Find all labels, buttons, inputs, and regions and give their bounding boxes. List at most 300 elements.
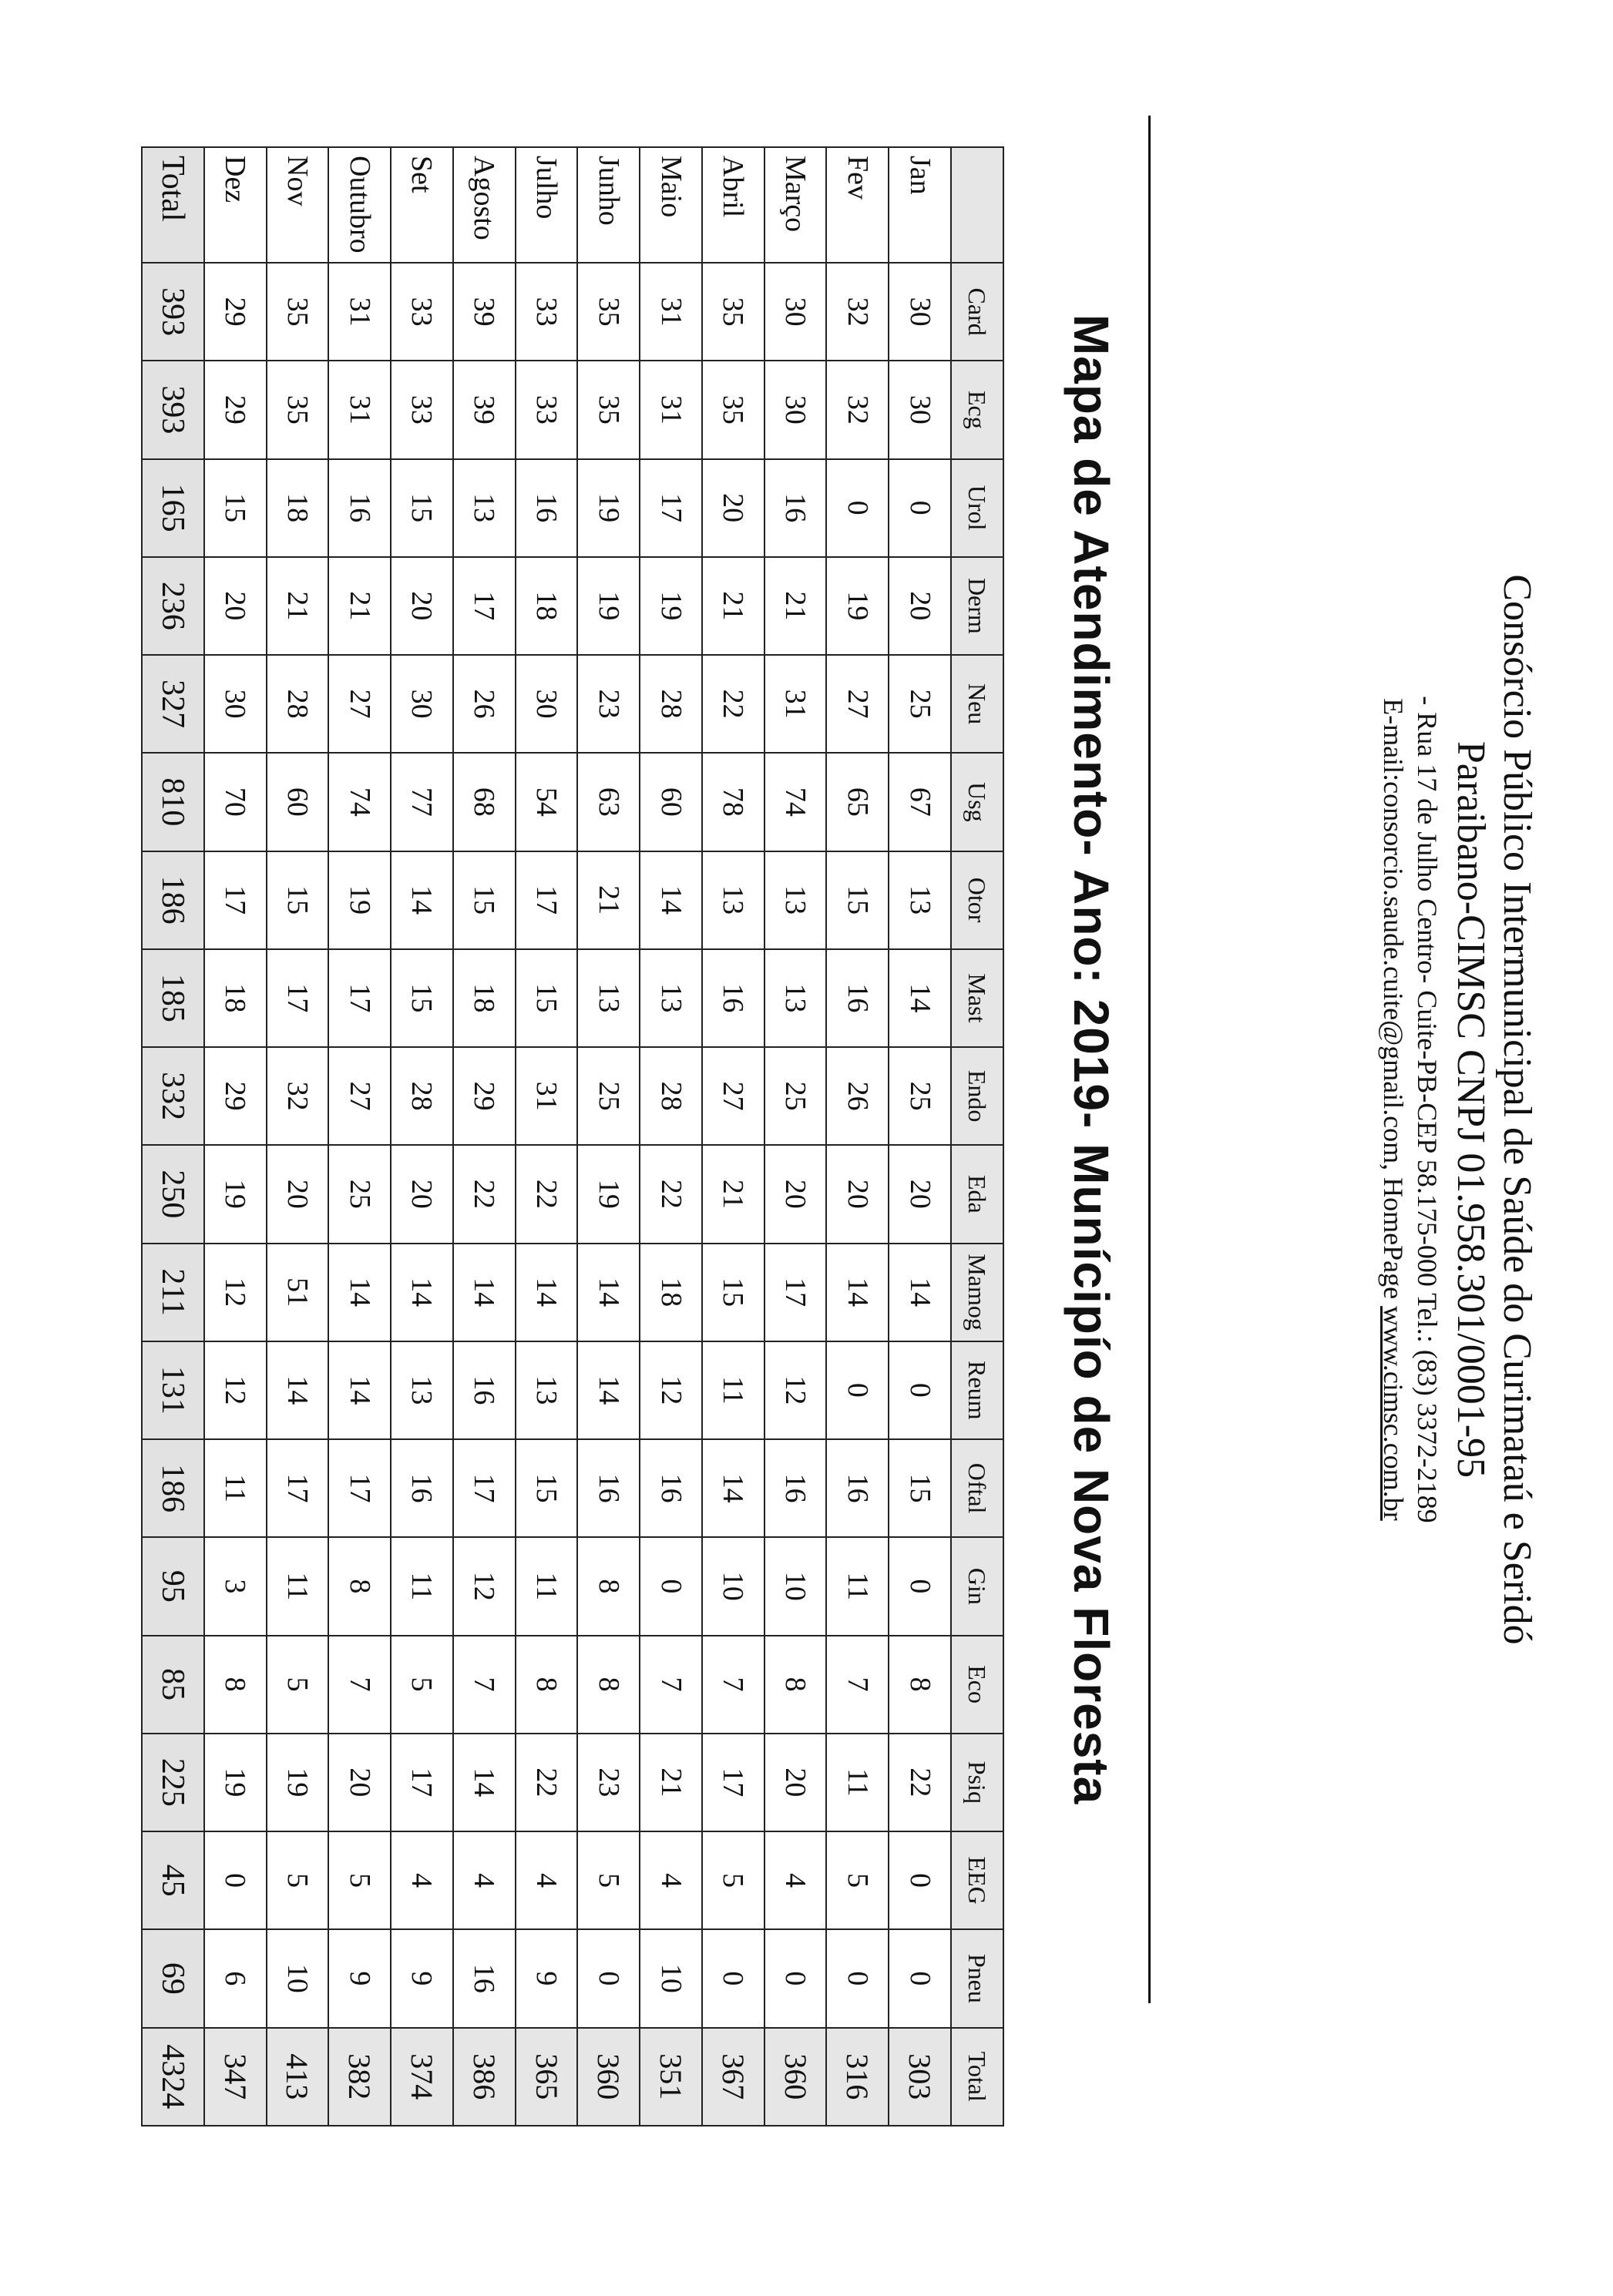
- table-cell: 810: [142, 753, 204, 851]
- table-cell: 65: [826, 753, 889, 851]
- column-header: Endo: [951, 1047, 1003, 1145]
- table-cell: 32: [826, 361, 889, 458]
- table-cell: 11: [267, 1537, 329, 1635]
- table-cell: 19: [577, 557, 640, 655]
- table-cell: 17: [204, 851, 267, 949]
- table-cell: 13: [764, 851, 827, 949]
- table-header-row: [951, 147, 1003, 2126]
- table-cell: 7: [826, 1636, 889, 1734]
- table-cell: 13: [516, 1341, 578, 1439]
- table-cell: 0: [764, 1929, 827, 2027]
- table-cell: 16: [764, 459, 827, 557]
- table-cell: 31: [328, 361, 391, 458]
- table-cell: 7: [702, 1636, 764, 1734]
- table-cell: 27: [328, 1047, 391, 1145]
- table-cell: 35: [267, 361, 329, 458]
- table-cell: 31: [328, 263, 391, 361]
- table-cell: 32: [826, 263, 889, 361]
- table-cell: 11: [826, 1537, 889, 1635]
- table-cell: 0: [889, 1831, 951, 1929]
- table-cell: 63: [577, 753, 640, 851]
- table-cell: 10: [702, 1537, 764, 1635]
- table-cell: 13: [764, 949, 827, 1047]
- table-cell: 186: [142, 1439, 204, 1537]
- table-cell: 35: [267, 263, 329, 361]
- table-cell: 11: [826, 1734, 889, 1831]
- column-header: Ecg: [951, 361, 1003, 458]
- table-cell: 17: [267, 949, 329, 1047]
- table-cell: 14: [516, 1244, 578, 1341]
- table-cell: 35: [577, 361, 640, 458]
- row-label: Outubro: [328, 147, 391, 263]
- table-cell: 16: [391, 1439, 453, 1537]
- table-cell: 18: [204, 949, 267, 1047]
- table-cell: 211: [142, 1244, 204, 1341]
- table-cell: 19: [328, 851, 391, 949]
- table-cell: 33: [391, 263, 453, 361]
- header-divider: [1148, 116, 1151, 2003]
- table-cell: 0: [577, 1929, 640, 2027]
- table-cell: 15: [516, 1439, 578, 1537]
- table-cell: 22: [516, 1145, 578, 1243]
- table-cell: 14: [577, 1341, 640, 1439]
- table-cell: 0: [640, 1537, 702, 1635]
- table-cell: 4: [764, 1831, 827, 1929]
- table-cell: 20: [328, 1734, 391, 1831]
- table-cell: 74: [764, 753, 827, 851]
- row-label: Fev: [826, 147, 889, 263]
- table-cell: 15: [391, 459, 453, 557]
- table-cell: 4: [453, 1831, 516, 1929]
- table-cell: 69: [142, 1929, 204, 2027]
- table-cell: 12: [640, 1341, 702, 1439]
- row-total-cell: 4324: [142, 2028, 204, 2126]
- table-cell: 51: [267, 1244, 329, 1341]
- table-cell: 19: [577, 1145, 640, 1243]
- column-header: Card: [951, 263, 1003, 361]
- table-cell: 5: [826, 1831, 889, 1929]
- table-body: [142, 147, 951, 2126]
- table-cell: 20: [391, 557, 453, 655]
- table-cell: 11: [391, 1537, 453, 1635]
- table-cell: 17: [328, 949, 391, 1047]
- table-cell: 15: [702, 1244, 764, 1341]
- table-cell: 8: [516, 1636, 578, 1734]
- column-header: Psiq: [951, 1734, 1003, 1831]
- table-cell: 17: [702, 1734, 764, 1831]
- table-cell: 20: [889, 557, 951, 655]
- table-cell: 25: [889, 1047, 951, 1145]
- table-cell: 21: [640, 1734, 702, 1831]
- table-row: [640, 147, 702, 2126]
- table-cell: 54: [516, 753, 578, 851]
- row-total-cell: 367: [702, 2028, 764, 2126]
- table-cell: 393: [142, 263, 204, 361]
- row-label: Agosto: [453, 147, 516, 263]
- table-cell: 22: [889, 1734, 951, 1831]
- table-cell: 25: [764, 1047, 827, 1145]
- table-row: [826, 147, 889, 2126]
- table-cell: 19: [267, 1734, 329, 1831]
- table-cell: 26: [826, 1047, 889, 1145]
- table-cell: 11: [204, 1439, 267, 1537]
- table-cell: 45: [142, 1831, 204, 1929]
- table-cell: 17: [453, 557, 516, 655]
- table-cell: 13: [640, 949, 702, 1047]
- table-cell: 3: [204, 1537, 267, 1635]
- table-cell: 9: [328, 1929, 391, 2027]
- table-cell: 14: [391, 851, 453, 949]
- table-cell: 5: [577, 1831, 640, 1929]
- row-total-cell: 303: [889, 2028, 951, 2126]
- table-cell: 95: [142, 1537, 204, 1635]
- table-cell: 70: [204, 753, 267, 851]
- table-cell: 17: [267, 1439, 329, 1537]
- table-cell: 17: [391, 1734, 453, 1831]
- table-cell: 20: [764, 1734, 827, 1831]
- table-cell: 21: [328, 557, 391, 655]
- table-cell: 9: [516, 1929, 578, 2027]
- table-cell: 17: [640, 459, 702, 557]
- row-total-cell: 413: [267, 2028, 329, 2126]
- table-cell: 20: [764, 1145, 827, 1243]
- table-cell: 0: [889, 1537, 951, 1635]
- letterhead: [1376, 216, 1540, 2003]
- table-cell: 22: [702, 655, 764, 753]
- table-cell: 28: [640, 655, 702, 753]
- table-cell: 68: [453, 753, 516, 851]
- table-cell: 21: [702, 557, 764, 655]
- table-cell: 5: [267, 1831, 329, 1929]
- row-label: Maio: [640, 147, 702, 263]
- table-cell: 12: [764, 1341, 827, 1439]
- table-cell: 18: [453, 949, 516, 1047]
- table-cell: 4: [516, 1831, 578, 1929]
- table-cell: 60: [267, 753, 329, 851]
- table-cell: 16: [702, 949, 764, 1047]
- table-cell: 21: [764, 557, 827, 655]
- table-row: [702, 147, 764, 2126]
- table-cell: 30: [889, 361, 951, 458]
- table-cell: 27: [328, 655, 391, 753]
- table-cell: 35: [702, 361, 764, 458]
- row-total-cell: 351: [640, 2028, 702, 2126]
- row-label: Nov: [267, 147, 329, 263]
- table-cell: 15: [826, 851, 889, 949]
- column-header: Oftal: [951, 1439, 1003, 1537]
- table-cell: 8: [577, 1636, 640, 1734]
- document-title: Mapa de Atendimento- Ano: 2019- Munícipío de Nova Floresta: [1064, 314, 1119, 1805]
- table-cell: 13: [577, 949, 640, 1047]
- table-cell: 19: [826, 557, 889, 655]
- table-cell: 16: [764, 1439, 827, 1537]
- table-cell: 33: [516, 361, 578, 458]
- row-total-cell: 360: [577, 2028, 640, 2126]
- column-header: Mast: [951, 949, 1003, 1047]
- table-cell: 17: [516, 851, 578, 949]
- table-cell: 10: [267, 1929, 329, 2027]
- table-cell: 32: [267, 1047, 329, 1145]
- table-cell: 60: [640, 753, 702, 851]
- table-cell: 5: [328, 1831, 391, 1929]
- table-cell: 67: [889, 753, 951, 851]
- column-header: Otor: [951, 851, 1003, 949]
- table-cell: 15: [889, 1439, 951, 1537]
- table-cell: 33: [391, 361, 453, 458]
- table-cell: 27: [702, 1047, 764, 1145]
- table-cell: 5: [702, 1831, 764, 1929]
- row-label: Dez: [204, 147, 267, 263]
- row-total-cell: 365: [516, 2028, 578, 2126]
- total-row: [142, 147, 204, 2126]
- table-cell: 17: [764, 1244, 827, 1341]
- table-cell: 30: [204, 655, 267, 753]
- table-cell: 0: [204, 1831, 267, 1929]
- table-row: [889, 147, 951, 2126]
- table-cell: 11: [702, 1341, 764, 1439]
- attendance-table: [141, 146, 1004, 2126]
- table-cell: 0: [826, 1929, 889, 2027]
- column-header: Urol: [951, 459, 1003, 557]
- table-row: [204, 147, 267, 2126]
- table-cell: 14: [328, 1341, 391, 1439]
- table-cell: 250: [142, 1145, 204, 1243]
- table-cell: 19: [204, 1145, 267, 1243]
- table-row: [328, 147, 391, 2126]
- table-cell: 16: [640, 1439, 702, 1537]
- table-cell: 21: [702, 1145, 764, 1243]
- row-label: Abril: [702, 147, 764, 263]
- table-cell: 15: [516, 949, 578, 1047]
- column-header: Reum: [951, 1341, 1003, 1439]
- organization-address: - Rua 17 de Julho Centro- Cuite-PB-CEP 58.175-000 Tel.: (83) 3372-2189: [1412, 696, 1443, 1523]
- table-cell: 14: [577, 1244, 640, 1341]
- table-cell: 15: [391, 949, 453, 1047]
- table-cell: 393: [142, 361, 204, 458]
- table-cell: 77: [391, 753, 453, 851]
- table-cell: 8: [889, 1636, 951, 1734]
- table-cell: 16: [826, 1439, 889, 1537]
- row-label: Junho: [577, 147, 640, 263]
- table-cell: 14: [889, 949, 951, 1047]
- table-cell: 13: [391, 1341, 453, 1439]
- table-cell: 30: [889, 263, 951, 361]
- table-cell: 7: [640, 1636, 702, 1734]
- table-cell: 14: [889, 1244, 951, 1341]
- table-cell: 10: [640, 1929, 702, 2027]
- table-cell: 30: [516, 655, 578, 753]
- table-cell: 21: [577, 851, 640, 949]
- table-row: [391, 147, 453, 2126]
- row-total-cell: 316: [826, 2028, 889, 2126]
- table-cell: 8: [577, 1537, 640, 1635]
- table-cell: 6: [204, 1929, 267, 2027]
- table-cell: 16: [453, 1929, 516, 2027]
- row-total-cell: 386: [453, 2028, 516, 2126]
- table-cell: 20: [826, 1145, 889, 1243]
- table-cell: 19: [577, 459, 640, 557]
- table-cell: 13: [453, 459, 516, 557]
- table-cell: 20: [204, 557, 267, 655]
- column-header: Gin: [951, 1537, 1003, 1635]
- column-header: Eda: [951, 1145, 1003, 1243]
- table-cell: 16: [577, 1439, 640, 1537]
- homepage-link[interactable]: www.cimsc.com.br: [1378, 1306, 1409, 1521]
- column-header: Derm: [951, 557, 1003, 655]
- table-cell: 20: [391, 1145, 453, 1243]
- table-cell: 18: [640, 1244, 702, 1341]
- table-cell: 39: [453, 361, 516, 458]
- table-cell: 26: [453, 655, 516, 753]
- table-cell: 30: [391, 655, 453, 753]
- table-cell: 13: [702, 851, 764, 949]
- row-label: Set: [391, 147, 453, 263]
- column-header: Mamog: [951, 1244, 1003, 1341]
- table-cell: 29: [204, 361, 267, 458]
- column-header: Pneu: [951, 1929, 1003, 2027]
- row-total-cell: 382: [328, 2028, 391, 2126]
- table-cell: 33: [516, 263, 578, 361]
- table-cell: 16: [328, 459, 391, 557]
- table-cell: 25: [328, 1145, 391, 1243]
- table-cell: 0: [889, 459, 951, 557]
- table-cell: 4: [640, 1831, 702, 1929]
- table-cell: 165: [142, 459, 204, 557]
- table-cell: 29: [453, 1047, 516, 1145]
- table-cell: 15: [204, 459, 267, 557]
- table-cell: 0: [889, 1341, 951, 1439]
- table-row: [516, 147, 578, 2126]
- table-cell: 25: [889, 655, 951, 753]
- table-cell: 78: [702, 753, 764, 851]
- table-cell: 31: [640, 263, 702, 361]
- table-cell: 21: [267, 557, 329, 655]
- table-cell: 7: [453, 1636, 516, 1734]
- table-cell: 28: [640, 1047, 702, 1145]
- table-cell: 0: [889, 1929, 951, 2027]
- table-cell: 31: [640, 361, 702, 458]
- table-cell: 4: [391, 1831, 453, 1929]
- table-cell: 39: [453, 263, 516, 361]
- table-cell: 14: [328, 1244, 391, 1341]
- table-cell: 20: [267, 1145, 329, 1243]
- table-cell: 0: [702, 1929, 764, 2027]
- table-cell: 5: [391, 1636, 453, 1734]
- table-cell: 131: [142, 1341, 204, 1439]
- table-cell: 0: [826, 459, 889, 557]
- table-cell: 5: [267, 1636, 329, 1734]
- organization-name: Consórcio Público Intermunicipal de Saúde do Curimataú e Seridó: [1495, 574, 1539, 1645]
- row-label: Março: [764, 147, 827, 263]
- table-cell: 29: [204, 263, 267, 361]
- header-cell-corner: [951, 147, 1003, 263]
- table-row: [453, 147, 516, 2126]
- table-cell: 327: [142, 655, 204, 753]
- column-header: Neu: [951, 655, 1003, 753]
- table-row: [764, 147, 827, 2126]
- row-label: Julho: [516, 147, 578, 263]
- table-cell: 13: [889, 851, 951, 949]
- table-cell: 31: [764, 655, 827, 753]
- table-cell: 15: [267, 851, 329, 949]
- table-cell: 30: [764, 361, 827, 458]
- table-cell: 14: [702, 1439, 764, 1537]
- column-header: EEG: [951, 1831, 1003, 1929]
- table-cell: 14: [267, 1341, 329, 1439]
- row-label: Total: [142, 147, 204, 263]
- organization-contact: [1376, 216, 1410, 2003]
- table-cell: 8: [764, 1636, 827, 1734]
- table-cell: 15: [453, 851, 516, 949]
- table-cell: 14: [640, 851, 702, 949]
- table-cell: 7: [328, 1636, 391, 1734]
- table-cell: 35: [702, 263, 764, 361]
- row-total-cell: 360: [764, 2028, 827, 2126]
- email-text: E-mail:consorcio.saude.cuite@gmail.com, HomePage: [1378, 698, 1409, 1307]
- table-cell: 23: [577, 655, 640, 753]
- table-cell: 16: [516, 459, 578, 557]
- table-cell: 236: [142, 557, 204, 655]
- table-cell: 8: [328, 1537, 391, 1635]
- table-row: [577, 147, 640, 2126]
- table-cell: 22: [516, 1734, 578, 1831]
- row-label: Jan: [889, 147, 951, 263]
- table-cell: 14: [391, 1244, 453, 1341]
- table-cell: 16: [826, 949, 889, 1047]
- table-cell: 74: [328, 753, 391, 851]
- table-cell: 14: [826, 1244, 889, 1341]
- table-cell: 20: [889, 1145, 951, 1243]
- column-header: Total: [951, 2028, 1003, 2126]
- table-cell: 23: [577, 1734, 640, 1831]
- table-cell: 14: [453, 1734, 516, 1831]
- table-cell: 22: [453, 1145, 516, 1243]
- table-cell: 332: [142, 1047, 204, 1145]
- table-cell: 12: [204, 1341, 267, 1439]
- table-cell: 12: [453, 1537, 516, 1635]
- table-cell: 20: [702, 459, 764, 557]
- table-cell: 0: [826, 1341, 889, 1439]
- table-cell: 27: [826, 655, 889, 753]
- table-cell: 18: [516, 557, 578, 655]
- table-cell: 17: [453, 1439, 516, 1537]
- table-cell: 9: [391, 1929, 453, 2027]
- organization-cnpj: Paraibano-CIMSC CNPJ 01.958.301/0001-95: [1449, 740, 1493, 1479]
- table-cell: 8: [204, 1636, 267, 1734]
- table-cell: 19: [204, 1734, 267, 1831]
- table-cell: 17: [328, 1439, 391, 1537]
- table-cell: 30: [764, 263, 827, 361]
- table-cell: 85: [142, 1636, 204, 1734]
- table-cell: 28: [267, 655, 329, 753]
- table-cell: 11: [516, 1537, 578, 1635]
- table-row: [267, 147, 329, 2126]
- table-cell: 225: [142, 1734, 204, 1831]
- table-cell: 186: [142, 851, 204, 949]
- table-cell: 29: [204, 1047, 267, 1145]
- table-cell: 10: [764, 1537, 827, 1635]
- table-cell: 16: [453, 1341, 516, 1439]
- row-total-cell: 374: [391, 2028, 453, 2126]
- table-cell: 22: [640, 1145, 702, 1243]
- table-cell: 12: [204, 1244, 267, 1341]
- table-cell: 28: [391, 1047, 453, 1145]
- table-cell: 35: [577, 263, 640, 361]
- table-cell: 25: [577, 1047, 640, 1145]
- column-header: Eco: [951, 1636, 1003, 1734]
- table-cell: 19: [640, 557, 702, 655]
- table-cell: 18: [267, 459, 329, 557]
